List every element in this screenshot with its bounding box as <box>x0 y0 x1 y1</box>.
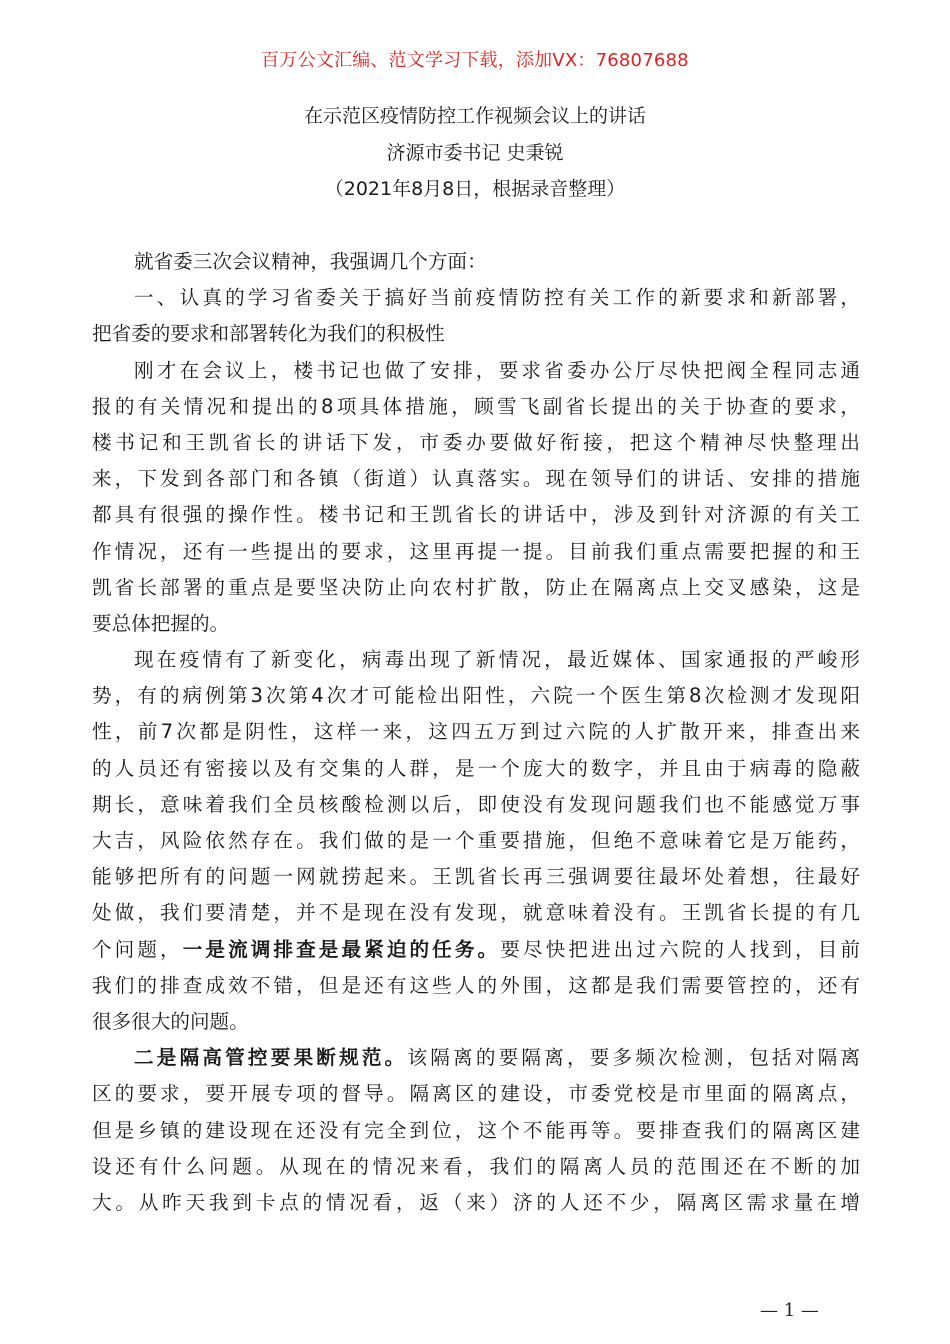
section-heading-1: 一、认真的学习省委关于搞好当前疫情防控有关工作的新要求和新部署， 把省委的要求和部署转化为我们的积极性 <box>92 286 860 346</box>
watermark-banner: 百万公文汇编、范文学习下载，添加VX：76807688 <box>261 50 689 71</box>
key-point-2: 二是隔高管控要果断规范。 <box>134 1046 408 1070</box>
paragraph: 刚才在会议上，楼书记也做了安排，要求省委办公厅尽快把阀全程同志通 报的有关情况和提出的8项具体措施，顾雪飞副省长提出的关于协查的要求， 楼书记和王凯省长的讲话下发，市委办要做好衔接，把这个精神尽快整理出 来，下发到各部门和各镇（街道）认真落实。现在领导们的讲话、安排的措施 都具有很强的操作性。楼书记和王凯省长的讲话中，涉及到针对济源的有关工 作情况，还有一些提出的要求，这里再提一提。目前我们重点需要把握的和王 凯省长部署的重点是要坚决防止向农村扩散，防止在隔离点上交叉感染，这是 要总体把握的。 <box>92 358 860 635</box>
paragraph: 现在疫情有了新变化，病毒出现了新情况，最近媒体、国家通报的严峻形 势，有的病例第3次第4次才可能检出阳性，六院一个医生第8次检测才发现阳 性，前7次都是阴性，这样一来，这四五万到过六院的人扩散开来，排查出来 的人员还有密接以及有交集的人群，是一个庞大的数字，并且由于病毒的隐蔽 期长，意味着我们全员核酸检测以后，即使没有发现问题我们也不能感觉万事 大吉，风险依然存在。我们做的是一个重要措施，但绝不意味着它是万能药， 能够把所有的问题一网就捞起来。王凯省长再三强调要往最坏处着想，往最好 处做，我们要清楚，并不是现在没有发现，就意味着没有。王凯省长提的有几 个问题，一是流调排查是最紧迫的任务。要尽快把进出过六院的人找到，目前 我们的排查成效不错，但是还有这些人的外围，这都是我们需要管控的，还有 很多很大的问题。 <box>92 648 861 1033</box>
paragraph-intro: 就省委三次会议精神，我强调几个方面： <box>134 250 487 273</box>
document-author: 济源市委书记 史秉锐 <box>386 142 564 164</box>
document-body <box>92 244 860 1221</box>
document-title: 在示范区疫情防控工作视频会议上的讲话 <box>303 105 646 127</box>
paragraph: 二是隔高管控要果断规范。该隔离的要隔离，要多频次检测，包括对隔离 区的要求，要开展专项的督导。隔离区的建设，市委党校是市里面的隔离点， 但是乡镇的建设现在还没有完全到位，这个不能再等。要排查我们的隔离区建 设还有什么问题。从现在的情况来看，我们的隔离人员的范围还在不断的加 大。从昨天我到卡点的情况看，返（来）济的人还不少，隔离区需求量在增 <box>92 1046 861 1214</box>
page-number: — 1 — <box>760 1300 819 1321</box>
document-date-note: （2021年8月8日，根据录音整理） <box>324 178 626 200</box>
key-point-1: 一是流调排查是最紧迫的任务。 <box>182 937 501 961</box>
